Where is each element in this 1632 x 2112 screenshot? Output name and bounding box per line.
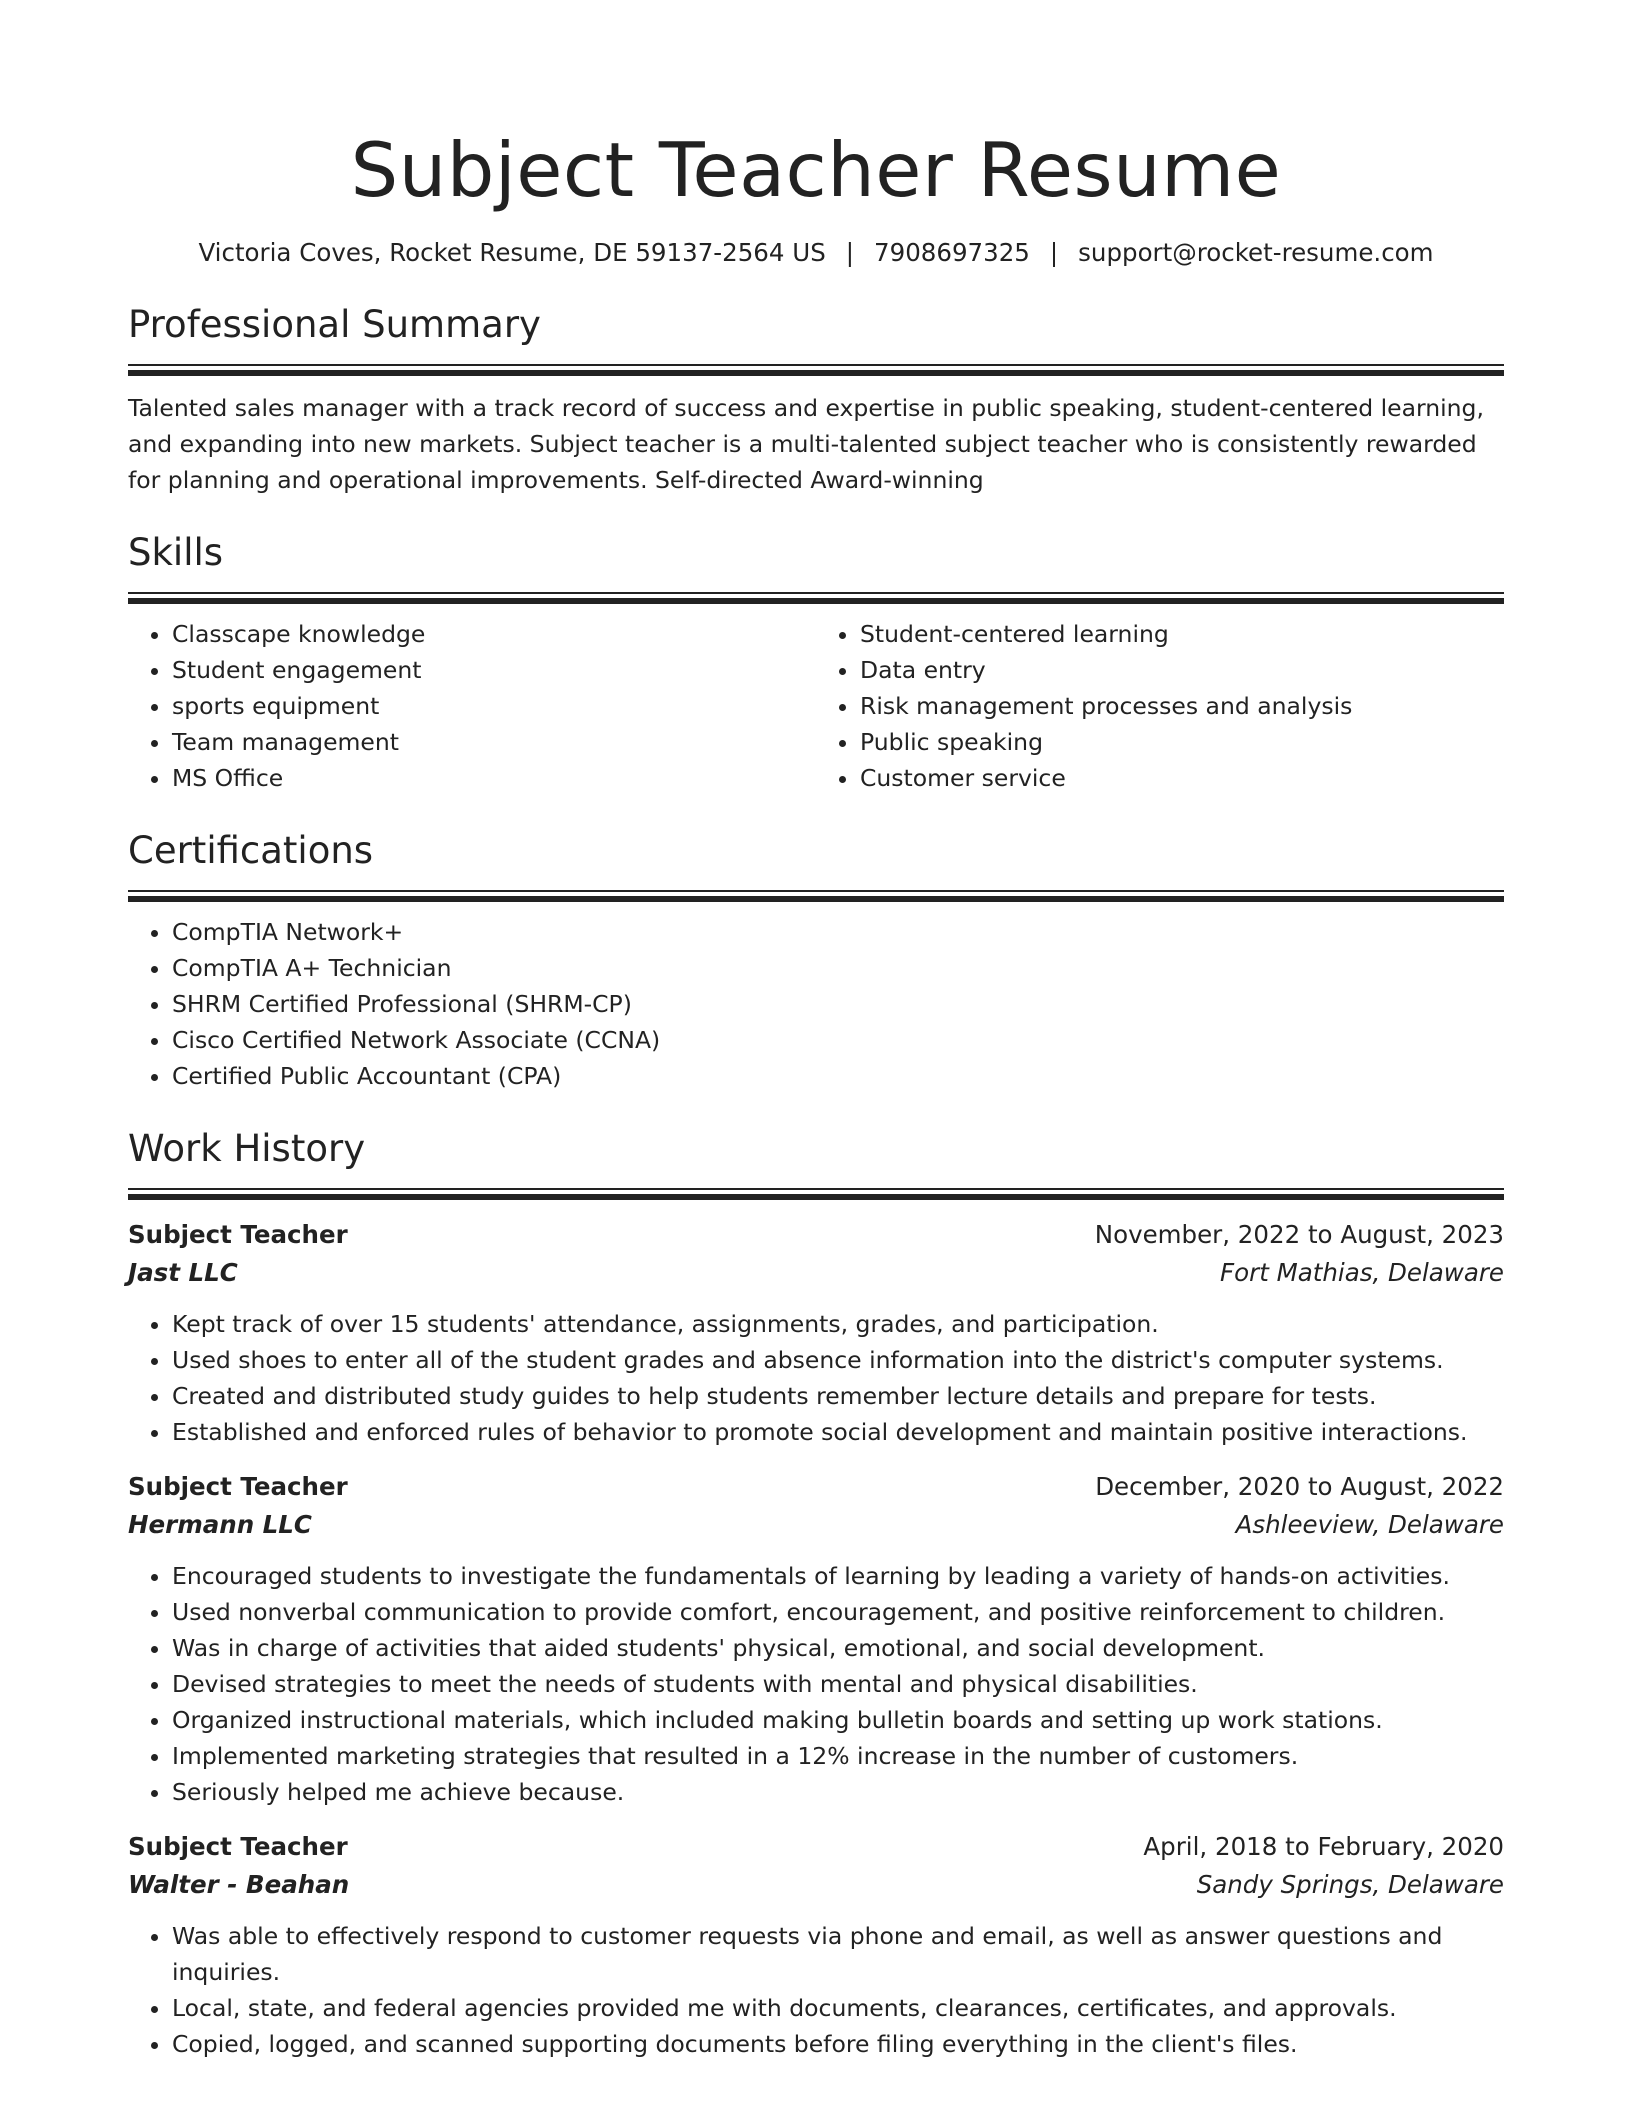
skill-item: • Student engagement [172,652,816,688]
job-location: Fort Mathias, Delaware [1220,1258,1504,1287]
job-bullet: • Was able to effectively respond to customer requests via phone and email, as well as answer questions and inquiries. [172,1918,1504,1990]
summary-section [128,300,1504,376]
job-company: Jast LLC [128,1258,238,1287]
skills-list-right [816,616,1504,796]
job-bullet: • Kept track of over 15 students' attendance, assignments, grades, and participation. [172,1306,1504,1342]
job-bullet: • Copied, logged, and scanned supporting documents before filing everything in the client's files. [172,2026,1504,2062]
job-entry [128,1468,1504,1810]
skill-item: • Data entry [860,652,1504,688]
certification-item: • Certified Public Accountant (CPA) [172,1058,1504,1094]
certification-item: • SHRM Certified Professional (SHRM-CP) [172,986,1504,1022]
job-bullet: • Was in charge of activities that aided students' physical, emotional, and social development. [172,1630,1504,1666]
job-bullets [128,1306,1504,1450]
contact-email: support@rocket-resume.com [1078,238,1434,267]
summary-text: Talented sales manager with a track record of success and expertise in public speaking, student-centered learning, and expanding into new markets. Subject teacher is a multi-talented subject teacher who is consistently rewarded for planning and operational improvements. Self-directed Award-winning [128,394,1484,494]
job-location: Ashleeview, Delaware [1235,1510,1504,1539]
job-bullet: • Implemented marketing strategies that resulted in a 12% increase in the number of customers. [172,1738,1504,1774]
skills-heading: Skills [128,531,224,574]
contact-line [128,236,1504,270]
job-bullet: • Local, state, and federal agencies provided me with documents, clearances, certificates, and approvals. [172,1990,1504,2026]
section-divider [128,592,1504,604]
job-title: Subject Teacher [128,1472,348,1501]
job-entry [128,1828,1504,2062]
job-dates: April, 2018 to February, 2020 [1143,1832,1504,1861]
section-divider [128,1188,1504,1200]
work-history-heading: Work History [128,1127,366,1170]
certification-item: • CompTIA A+ Technician [172,950,1504,986]
job-title: Subject Teacher [128,1832,348,1861]
job-company: Hermann LLC [128,1510,312,1539]
skill-item: • Risk management processes and analysis [860,688,1504,724]
work-history-section [128,1124,1504,1200]
job-location: Sandy Springs, Delaware [1196,1870,1504,1899]
section-divider [128,364,1504,376]
section-divider [128,890,1504,902]
skills-list-left [128,616,816,796]
job-bullet: • Used shoes to enter all of the student grades and absence information into the district's computer systems. [172,1342,1504,1378]
job-bullet: • Seriously helped me achieve because. [172,1774,1504,1810]
job-entry [128,1216,1504,1450]
skills-section [128,528,1504,604]
contact-address: Victoria Coves, Rocket Resume, DE 59137-2564 US [198,238,826,267]
job-company: Walter - Beahan [128,1870,350,1899]
summary-heading: Professional Summary [128,303,541,346]
contact-separator: | [1049,238,1059,267]
job-title: Subject Teacher [128,1220,348,1249]
resume-title: Subject Teacher Resume [350,126,1282,214]
skill-item: • MS Office [172,760,816,796]
certifications-section [128,826,1504,902]
skill-item: • Classcape knowledge [172,616,816,652]
certification-item: • CompTIA Network+ [172,914,1504,950]
job-bullets [128,1918,1504,2062]
job-dates: December, 2020 to August, 2022 [1095,1472,1504,1501]
skill-item: • Public speaking [860,724,1504,760]
contact-phone: 7908697325 [874,238,1030,267]
job-bullet: • Created and distributed study guides to help students remember lecture details and prepare for tests. [172,1378,1504,1414]
job-dates: November, 2022 to August, 2023 [1094,1220,1504,1249]
skill-item: • Team management [172,724,816,760]
job-bullet: • Encouraged students to investigate the fundamentals of learning by leading a variety of hands-on activities. [172,1558,1504,1594]
contact-separator: | [845,238,855,267]
skill-item: • sports equipment [172,688,816,724]
job-bullet: • Used nonverbal communication to provide comfort, encouragement, and positive reinforcement to children. [172,1594,1504,1630]
job-bullets [128,1558,1504,1810]
skills-grid [128,604,1504,796]
certifications-heading: Certifications [128,829,374,872]
skill-item: • Student-centered learning [860,616,1504,652]
certifications-list [128,914,1504,1094]
job-bullet: • Organized instructional materials, which included making bulletin boards and setting up work stations. [172,1702,1504,1738]
certification-item: • Cisco Certified Network Associate (CCNA) [172,1022,1504,1058]
job-bullet: • Established and enforced rules of behavior to promote social development and maintain positive interactions. [172,1414,1504,1450]
skill-item: • Customer service [860,760,1504,796]
job-bullet: • Devised strategies to meet the needs of students with mental and physical disabilities. [172,1666,1504,1702]
